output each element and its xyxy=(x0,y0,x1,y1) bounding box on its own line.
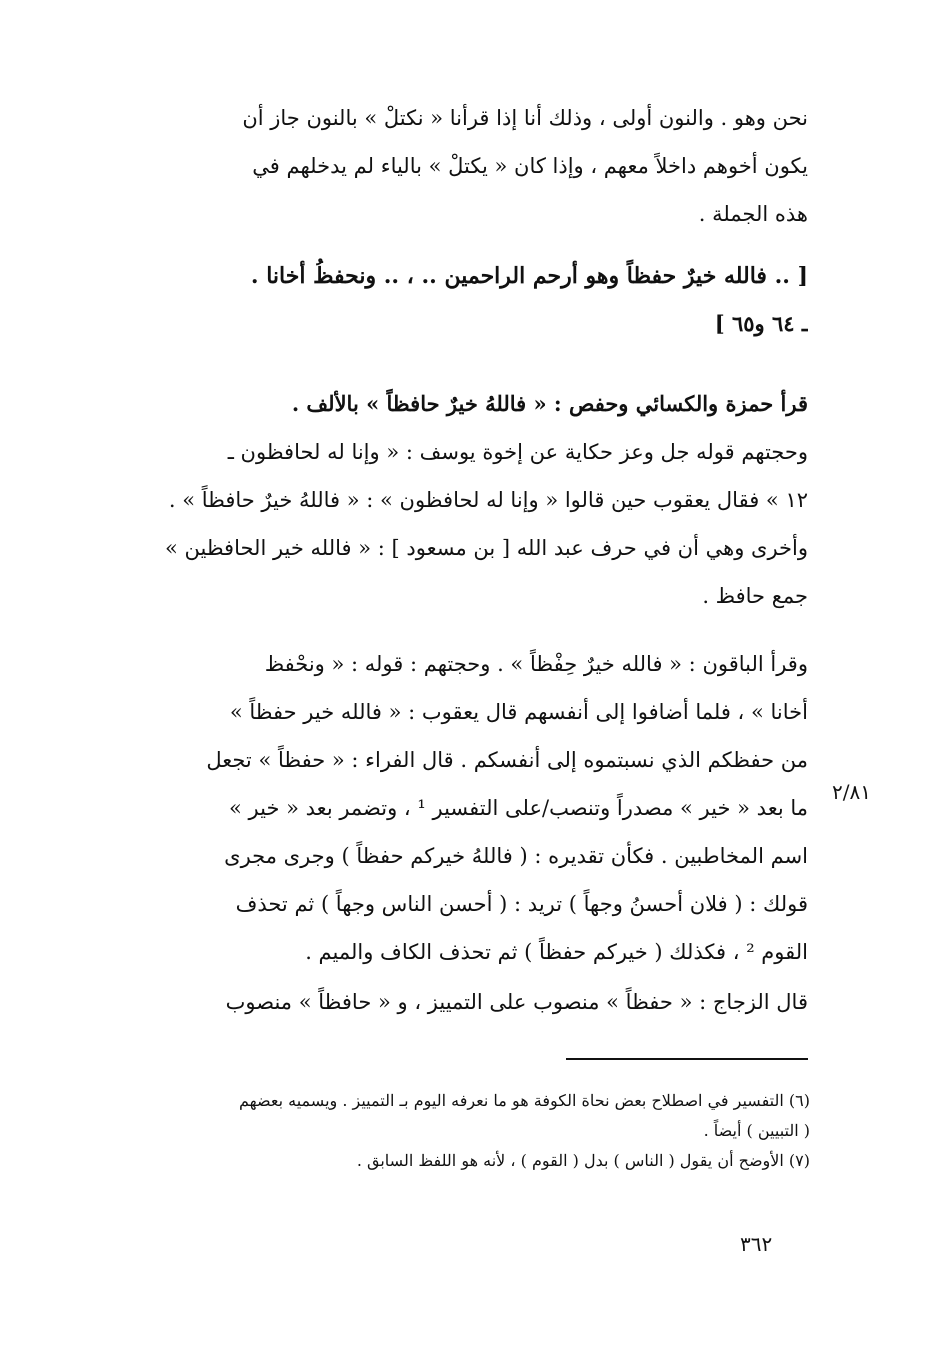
margin-reference: ٢/٨١ xyxy=(832,780,871,804)
text-line: من حفظكم الذي نسبتموه إلى أنفسكم . قال الفراء : « حفظاً » تجعل xyxy=(206,748,808,772)
text-line: اسم المخاطبين . فكأن تقديره : ( فاللهُ خيركم حفظاً ) وجرى مجرى xyxy=(224,844,808,868)
text-line: ما بعد « خير » مصدراً وتنصب/على التفسير ¹ ، وتضمر بعد « خير » xyxy=(229,796,808,820)
text-line: ١٢ » فقال يعقوب حين قالوا « وإنا له لحافظون » : « فاللهُ خيرٌ حافظاً » . xyxy=(168,488,808,512)
text-line: قرأ حمزة والكسائي وحفص : « فاللهُ خيرٌ حافظاً » بالألف . xyxy=(291,391,808,416)
paragraph-4 xyxy=(140,978,808,1026)
paragraph-2 xyxy=(140,380,808,620)
text-line: وقرأ الباقون : « فالله خيرٌ حِفْظاً » . وحجتهم : قوله : « ونحْفظ xyxy=(264,652,808,676)
footnote-line: ( التبيين ) أيضاً . xyxy=(703,1121,810,1140)
text-line: قولك : ( فلان أحسنُ وجهاً ) تريد : ( أحسن الناس وجهاً ) ثم تحذف xyxy=(235,892,808,916)
paragraph-3 xyxy=(140,640,808,976)
page-number: ٣٦٢ xyxy=(740,1232,773,1256)
text-line: القوم ² ، فكذلك ( خيركم حفظاً ) ثم تحذف الكاف والميم . xyxy=(305,940,808,964)
text-line: أخانا » ، فلما أضافوا إلى أنفسهم قال يعقوب : « فالله خير حفظاً » xyxy=(229,700,808,724)
footnote-line: (٦) التفسير في اصطلاح بعض نحاة الكوفة هو ما نعرفه اليوم بـ التمييز . ويسميه بعضهم xyxy=(238,1091,810,1110)
text-line: وحجتهم قوله جل وعز حكاية عن إخوة يوسف : « وإنا له لحافظون ـ xyxy=(227,440,808,464)
paragraph-1 xyxy=(140,94,808,238)
quran-verse xyxy=(140,252,808,348)
footnotes xyxy=(140,1086,810,1176)
text-line: قال الزجاج : « حفظاً » منصوب على التمييز ، و « حافظاً » منصوب xyxy=(225,990,808,1014)
footnote-line: (٧) الأوضح أن يقول ( الناس ) بدل ( القوم ) ، لأنه هو اللفظ السابق . xyxy=(356,1151,810,1170)
footnote-separator xyxy=(566,1058,808,1060)
verse-line: [ .. فالله خيرٌ حفظاً وهو أرحم الراحمين .. ، .. ونحفظُ أخانا . xyxy=(250,263,808,289)
verse-reference: ـ ٦٤ و٦٥ ] xyxy=(714,311,808,336)
text-line: وأخرى وهي أن في حرف عبد الله [ بن مسعود ] : « فالله خير الحافظين » xyxy=(164,536,808,560)
text-line: يكون أخوهم داخلاً معهم ، وإذا كان « يكتلْ » بالياء لم يدخلهم في xyxy=(252,154,808,178)
text-line: هذه الجملة . xyxy=(698,202,808,226)
text-line: جمع حافظ . xyxy=(702,584,808,608)
text-line: نحن وهو . والنون أولى ، وذلك أنا إذا قرأنا « نكتلْ » بالنون جاز أن xyxy=(242,106,808,130)
